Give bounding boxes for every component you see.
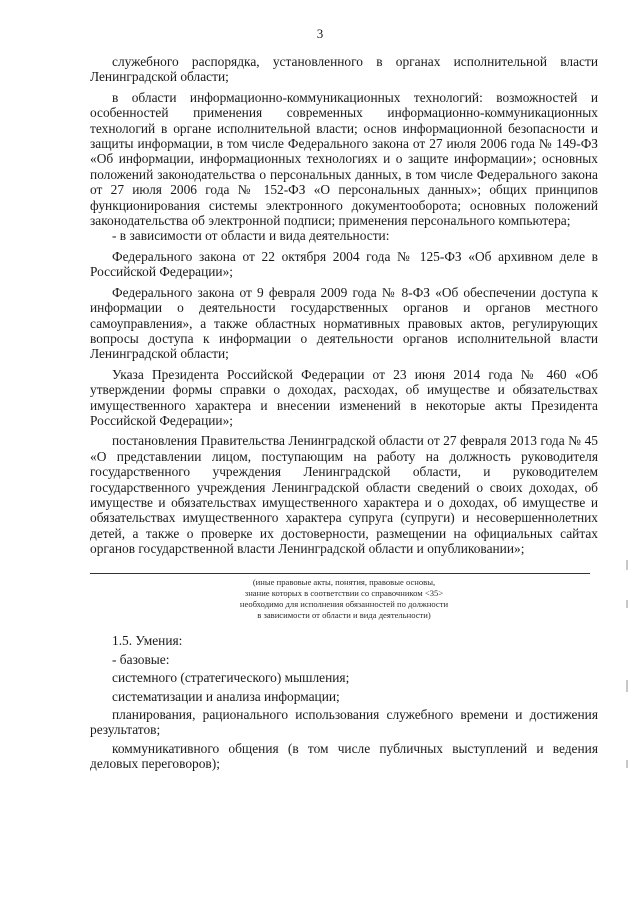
skill-item: системного (стратегического) мышления; bbox=[112, 670, 350, 686]
paragraph-law-8fz: Федерального закона от 9 февраля 2009 года № 8-ФЗ «Об обеспечении доступа к информации о деятельности государственных органов и органов местного самоуправления», а также областных нормативных правовых актов, регулирующих вопросы доступа к информации о деятельности органов исполнительной власти Ленинградской области; bbox=[90, 284, 598, 362]
paragraph-ict: в области информационно-коммуникационных технологий: возможностей и особенностей применения современных информационно-коммуникационных технологий в органе исполнительной власти; основ информационной безопасности и защиты информации, в том числе Федерального закона от 27 июля 2006 года № 149-ФЗ «Об информации, информационных технологиях и о защите информации»; основных положений законодательства о персональных данных, в том числе Федерального закона от 27 июля 2006 года № 152-ФЗ «О персональных данных»; общих принципов функционирования системы электронного документооборота; основных положений законодательства об электронной подписи; применения персонального компьютера; bbox=[90, 89, 598, 229]
caption-line: необходимо для исполнения обязанностей по должности bbox=[239, 599, 449, 609]
scan-artifact bbox=[626, 560, 628, 570]
scan-artifact bbox=[626, 600, 628, 608]
paragraph-decree-460: Указа Президента Российской Федерации от 23 июня 2014 года № 460 «Об утверждении формы справки о доходах, расходах, об имуществе и обязательствах имущественного характера и внесении изменений в некоторые акты Президента Российской Федерации»; bbox=[90, 366, 598, 428]
skill-item: систематизации и анализа информации; bbox=[112, 688, 340, 704]
scan-artifact bbox=[626, 680, 628, 692]
paragraph-law-125fz: Федерального закона от 22 октября 2004 года № 125-ФЗ «Об архивном деле в Российской Федерации»; bbox=[90, 248, 598, 280]
caption-line: (иные правовые акты, понятия, правовые основы, bbox=[252, 576, 436, 587]
paragraph-work-rules: служебного распорядка, установленного в органах исполнительной власти Ленинградской области; bbox=[90, 54, 598, 85]
fill-in-caption bbox=[90, 577, 598, 622]
paragraph-resolution-45: постановления Правительства Ленинградской области от 27 февраля 2013 года № 45 «О представлении лицом, поступающим на работу на должность руководителя государственного учреждения Ленинградской области, и руководителем государственного учреждения Ленинградской области сведений о своих доходах, об имуществе и обязательствах имущественного характера и о доходах, об имуществе и обязательствах имущественного характера супруга (супруги) и несовершеннолетних детей, а также о проверке их достоверности, размещении на официальных сайтах органов государственной власти Ленинградской области и опубликовании»; bbox=[90, 433, 598, 557]
skills-section bbox=[90, 633, 598, 771]
skills-subheading: - базовые: bbox=[112, 651, 170, 667]
page-number: 3 bbox=[316, 26, 324, 41]
skills-heading: 1.5. Умения: bbox=[112, 633, 183, 649]
fill-in-line bbox=[90, 573, 590, 574]
skill-item: планирования, рационального использования служебного времени и достижения результатов; bbox=[90, 707, 598, 738]
skill-item: коммуникативного общения (в том числе публичных выступлений и ведения деловых переговоров); bbox=[90, 740, 598, 772]
paragraph-by-area: - в зависимости от области и вида деятельности: bbox=[112, 228, 390, 244]
caption-line: в зависимости от области и вида деятельности) bbox=[257, 610, 431, 621]
document-body bbox=[90, 54, 598, 775]
caption-line: знание которых в соответствии со справочником <35> bbox=[244, 587, 444, 598]
scan-artifact bbox=[626, 760, 628, 768]
